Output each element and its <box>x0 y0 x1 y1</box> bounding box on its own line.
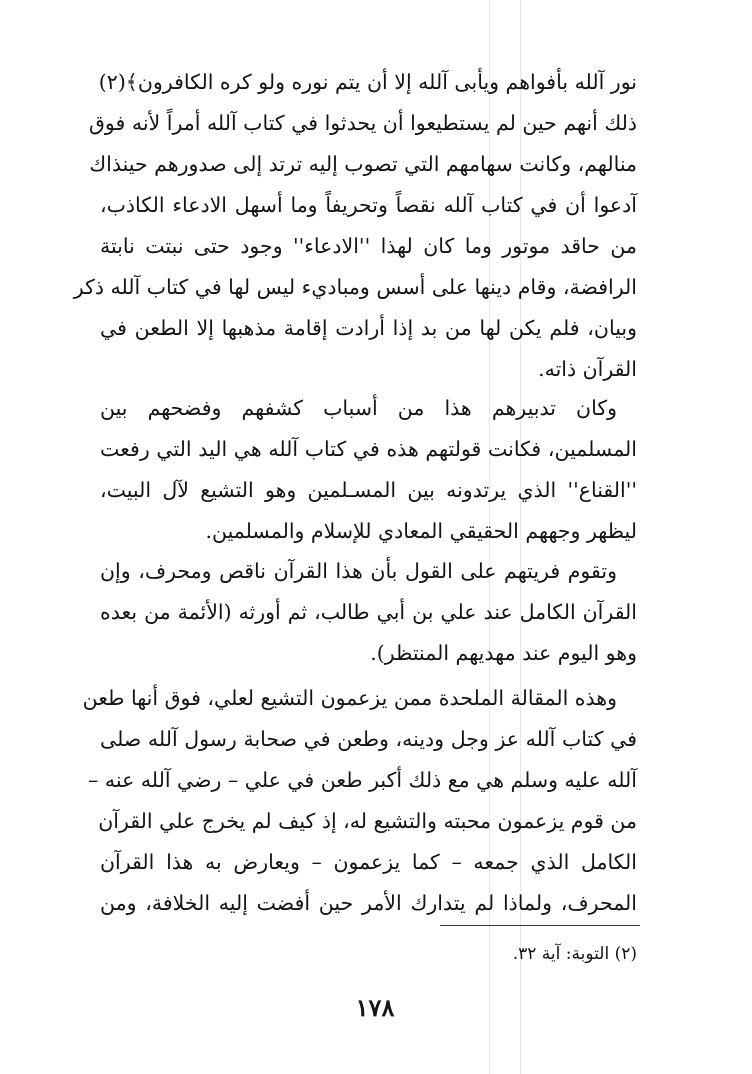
text-line: القرآن ذاته. <box>538 357 637 381</box>
text-line: من حاقد موتور وما كان لهذا ''الادعاء'' وجود حتى نبتت نابتة <box>100 234 637 258</box>
text-line: في كتاب آلله عز وجل ودينه، وطعن في صحابة رسول آلله صلى <box>100 727 637 751</box>
text-line: الرافضة، وقام دينها على أسس ومباديء ليس لها في كتاب آلله ذكر <box>73 275 637 299</box>
text-line: آدعوا أن في كتاب آلله نقصاً وتحريفاً وما أسهل الادعاء الكاذب، <box>100 193 637 217</box>
text-line: المحرف، ولماذا لم يتدارك الأمر حين أفضت إليه الخلافة، ومن <box>100 891 637 915</box>
page-number: ١٧٨ <box>355 993 395 1022</box>
text-line: وكان تدبيرهم هذا من أسباب كشفهم وفضحهم بين <box>100 396 617 420</box>
paragraph-1 <box>73 62 637 390</box>
text-line: منالهم، وكانت سهامهم التي تصوب إليه ترتد إلى صدورهم حينذاك <box>89 152 637 176</box>
paragraph-3 <box>100 551 637 674</box>
text-line: آلله عليه وسلم هي مع ذلك أكبر طعن في علي – رضي آلله عنه – <box>88 768 637 792</box>
footnote-divider <box>440 925 640 926</box>
text-line: من قوم يزعمون محبته والتشيع له، إذ كيف لم يخرج علي القرآن <box>98 809 637 833</box>
paragraph-4 <box>82 678 637 924</box>
text-line: ''القناع'' الذي يرتدونه بين المسـلمين وهو التشيع لآل البيت، <box>100 478 637 502</box>
text-line: ليظهر وجههم الحقيقي المعادي للإسلام والمسلمين. <box>205 519 637 543</box>
paragraph-2 <box>100 388 637 552</box>
text-line: القرآن الكامل عند علي بن أبي طالب، ثم أورثه (الأئمة من بعده <box>100 600 637 624</box>
text-line: ذلك أنهم حين لم يستطيعوا أن يحدثوا في كتاب آلله أمراً لأنه فوق <box>89 111 637 135</box>
text-line: وهو اليوم عند مهديهم المنتظر). <box>370 641 637 665</box>
text-line: وتقوم فريتهم على القول بأن هذا القرآن ناقص ومحرف، وإن <box>100 559 617 583</box>
text-line: وهذه المقالة الملحدة ممن يزعمون التشيع لعلي، فوق أنها طعن <box>82 686 617 710</box>
footnote: (٢) التوبة: آية ٣٢. <box>512 944 637 964</box>
text-line: وبيان، فلم يكن لها من بد إذا أرادت إقامة مذهبها إلا الطعن في <box>100 316 637 340</box>
text-line: المسلمين، فكانت قولتهم هذه في كتاب آلله هي اليد التي رفعت <box>100 437 637 461</box>
text-line: الكامل الذي جمعه – كما يزعمون – ويعارض به هذا القرآن <box>100 850 637 874</box>
text-line: نور آلله بأفواهم ويأبى آلله إلا أن يتم نوره ولو كره الكافرون﴾(٢) <box>98 70 637 94</box>
